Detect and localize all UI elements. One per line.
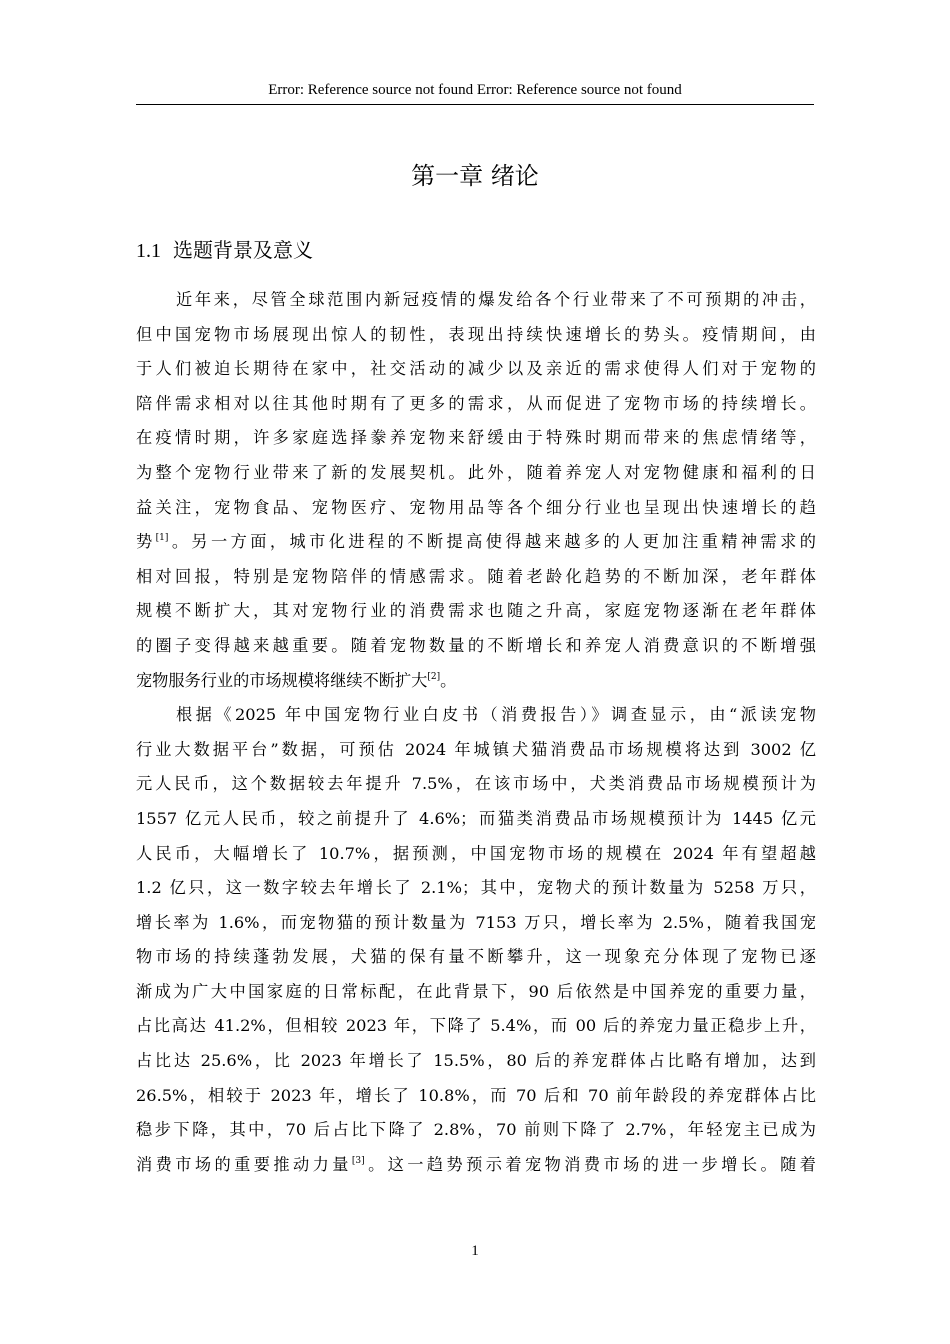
page-number: 1	[471, 1243, 479, 1259]
paragraph-line	[136, 1148, 816, 1183]
paragraph-1	[136, 283, 816, 698]
text-run: 。这一趋势预示着宠物消费市场的进一步增长。随着	[364, 1154, 816, 1174]
citation-1[interactable]: [1]	[155, 533, 169, 544]
paragraph-line: 行业大数据平台”数据，可预估 2024 年城镇犬猫消费品市场规模将达到 3002 亿	[136, 739, 816, 759]
paragraph-line: 物市场的持续蓬勃发展，犬猫的保有量不断攀升，这一现象充分体现了宠物已逐	[136, 947, 816, 967]
paragraph-line: 在疫情时期，许多家庭选择豢养宠物来舒缓由于特殊时期而带来的焦虑情绪等，	[136, 428, 816, 448]
paragraph-line: 为整个宠物行业带来了新的发展契机。此外，随着养宠人对宠物健康和福利的日	[136, 462, 816, 482]
paragraph-line: 的圈子变得越来越重要。随着宠物数量的不断增长和养宠人消费意识的不断增强	[136, 635, 816, 655]
body-text	[136, 283, 816, 1182]
paragraph-line: 但中国宠物市场展现出惊人的韧性，表现出持续快速增长的势头。疫情期间，由	[136, 324, 816, 344]
text-run: 势	[136, 532, 156, 552]
running-header: Error: Reference source not found Error: Reference source not found	[268, 82, 682, 98]
text-run: 消费市场的重要推动力量	[136, 1154, 352, 1174]
paragraph-line	[136, 525, 816, 560]
chapter-title: 第一章 绪论	[411, 162, 539, 190]
paragraph-line: 稳步下降，其中，70 后占比下降了 2.8%，70 前则下降了 2.7%，年轻宠主已成为	[136, 1120, 816, 1140]
paragraph-line: 根据《2025 年中国宠物行业白皮书（消费报告）》调查显示，由“派读宠物	[176, 705, 816, 725]
paragraph-line: 1557 亿元人民币，较之前提升了 4.6%；而猫类消费品市场规模预计为 1445 亿元	[136, 808, 816, 828]
paragraph-line: 增长率为 1.6%，而宠物猫的预计数量为 7153 万只，增长率为 2.5%，随着我国宠	[136, 912, 816, 932]
paragraph-line: 近年来，尽管全球范围内新冠疫情的爆发给各个行业带来了不可预期的冲击，	[176, 290, 816, 309]
paragraph-line: 渐成为广大中国家庭的日常标配，在此背景下，90 后依然是中国养宠的重要力量，	[136, 981, 816, 1001]
paragraph-line: 占比高达 41.2%，但相较 2023 年，下降了 5.4%，而 00 后的养宠力量正稳步上升，	[136, 1016, 816, 1036]
paragraph-line: 规模不断扩大，其对宠物行业的消费需求也随之升高，家庭宠物逐渐在老年群体	[136, 601, 816, 621]
header-rule	[136, 104, 814, 105]
paragraph-line: 于人们被迫长期待在家中，社交活动的减少以及亲近的需求使得人们对于宠物的	[136, 359, 816, 379]
section-number: 1.1	[136, 240, 161, 262]
paragraph-line: 元人民币，这个数据较去年提升 7.5%，在该市场中，犬类消费品市场规模预计为	[136, 774, 816, 794]
paragraph-line: 相对回报，特别是宠物陪伴的情感需求。随着老龄化趋势的不断加深，老年群体	[136, 566, 816, 586]
paragraph-2	[136, 698, 816, 1182]
section-heading	[136, 236, 313, 265]
paragraph-line: 占比达 25.6%，比 2023 年增长了 15.5%，80 后的养宠群体占比略有增加，达到	[136, 1051, 816, 1071]
citation-3[interactable]: [3]	[351, 1155, 365, 1166]
paragraph-line: 陪伴需求相对以往其他时期有了更多的需求，从而促进了宠物市场的持续增长。	[136, 393, 816, 413]
text-run: 宠物服务行业的市场规模将继续不断扩大	[136, 670, 428, 690]
paragraph-line: 1.2 亿只，这一数字较去年增长了 2.1%；其中，宠物犬的预计数量为 5258 万只，	[136, 878, 816, 898]
paragraph-line: 人民币，大幅增长了 10.7%，据预测，中国宠物市场的规模在 2024 年有望超越	[136, 843, 816, 863]
section-title: 选题背景及意义	[173, 238, 313, 262]
text-run: 。	[440, 670, 457, 690]
citation-2[interactable]: [2]	[427, 671, 441, 682]
paragraph-line: 益关注，宠物食品、宠物医疗、宠物用品等各个细分行业也呈现出快速增长的趋	[136, 497, 816, 517]
paragraph-line	[136, 664, 816, 699]
paragraph-line: 26.5%，相较于 2023 年，增长了 10.8%，而 70 后和 70 前年龄段的养宠群体占比	[136, 1085, 816, 1105]
text-run: 。另一方面，城市化进程的不断提高使得越来越多的人更加注重精神需求的	[168, 532, 816, 552]
